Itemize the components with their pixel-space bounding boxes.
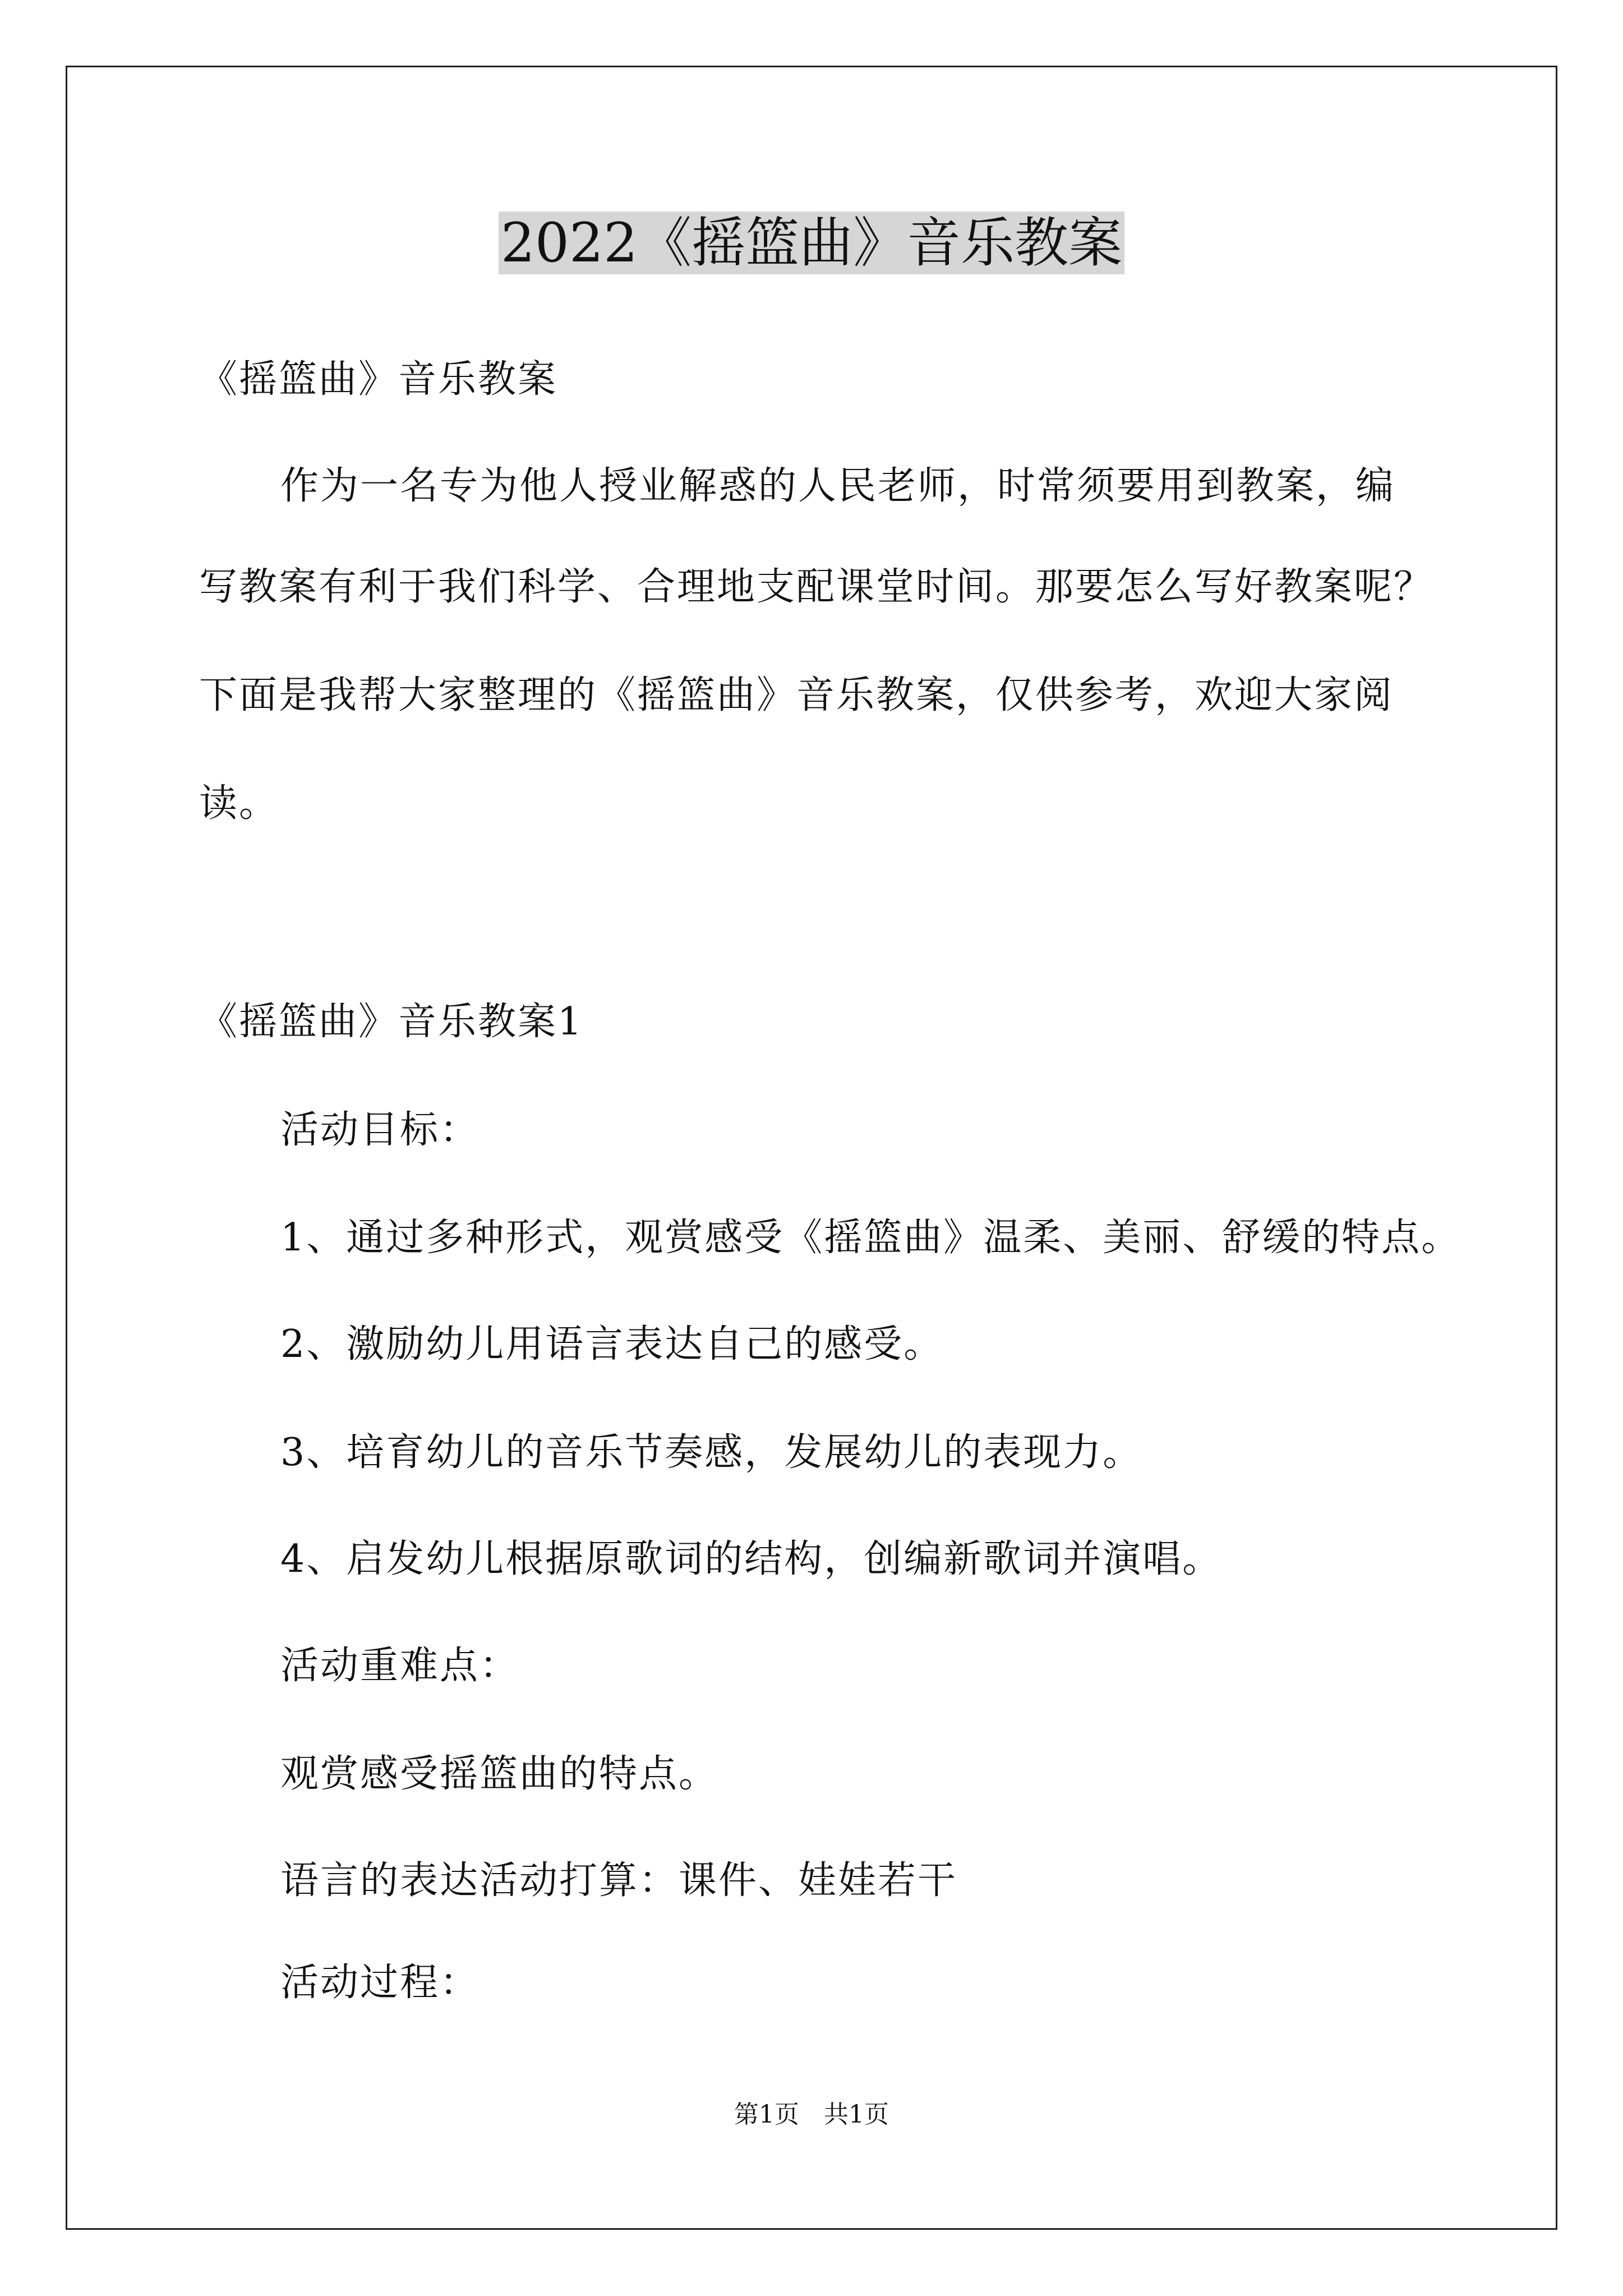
intro-line-2: 写教案有利于我们科学、合理地支配课堂时间。那要怎么写好教案呢？ bbox=[199, 565, 1434, 609]
intro-line-3: 下面是我帮大家整理的《摇篮曲》音乐教案，仅供参考，欢迎大家阅 bbox=[199, 673, 1394, 717]
body-line-7: 观赏感受摇篮曲的特点。 bbox=[280, 1752, 719, 1796]
body-line-6: 活动重难点： bbox=[280, 1644, 520, 1688]
document-subtitle: 《摇篮曲》音乐教案 bbox=[199, 357, 558, 402]
body-line-9: 活动过程： bbox=[280, 1961, 480, 2005]
intro-line-1: 作为一名专为他人授业解惑的人民老师，时常须要用到教案，编 bbox=[280, 464, 1396, 508]
body-line-4: 3、培育幼儿的音乐节奏感，发展幼儿的表现力。 bbox=[280, 1430, 1143, 1475]
body-line-2: 1、通过多种形式，观赏感受《摇篮曲》温柔、美丽、舒缓的特点。 bbox=[280, 1216, 1461, 1260]
intro-line-4: 读。 bbox=[199, 781, 279, 826]
body-line-1: 活动目标： bbox=[280, 1108, 480, 1152]
page-footer: 第1页 共1页 bbox=[734, 2100, 889, 2129]
body-line-5: 4、启发幼儿根据原歌词的结构，创编新歌词并演唱。 bbox=[280, 1537, 1223, 1581]
document-title-text: 2022《摇篮曲》音乐教案 bbox=[499, 211, 1124, 274]
section-heading: 《摇篮曲》音乐教案1 bbox=[199, 1000, 584, 1044]
document-title bbox=[0, 206, 1623, 279]
body-line-8: 语言的表达活动打算：课件、娃娃若干 bbox=[280, 1858, 958, 1903]
body-line-3: 2、激励幼儿用语言表达自己的感受。 bbox=[280, 1322, 944, 1366]
